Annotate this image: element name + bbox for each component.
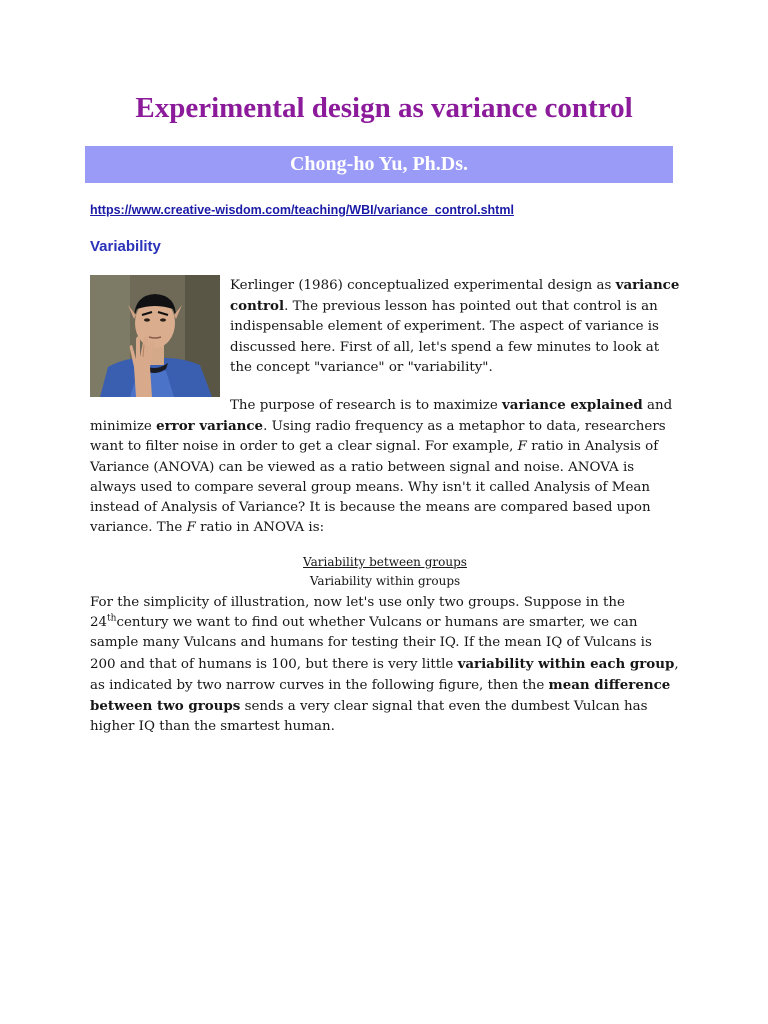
spock-vulcan-salute-photo (90, 275, 220, 397)
superscript-th: th (107, 613, 117, 624)
illustration-paragraph (90, 593, 680, 737)
text-run: ratio in Analysis of Variance (ANOVA) can be viewed as a ratio between signal and noise. ANOVA is always used to compare several group means. Why isn't it called Analysis of Mean instead of Analysis of Variance? It is because the means are compared based upon variance. The (90, 439, 659, 536)
intro-paragraph (230, 275, 680, 378)
bold-term-error-variance: error variance (156, 418, 264, 435)
f-ratio-formula (90, 553, 680, 591)
bold-term-variance-explained: variance explained (502, 397, 643, 413)
fraction-denominator: Variability within groups (309, 574, 461, 588)
text-run: and minimize (90, 398, 673, 435)
bold-term-variability-within-group: variability within each group (457, 655, 675, 672)
text-run: ratio in ANOVA is: (195, 520, 325, 536)
bold-term-mean-difference: mean difference between two groups (90, 676, 671, 715)
italic-f: F (517, 439, 527, 455)
text-run: . Using radio frequency as a metaphor to data, researchers want to filter noise in order to get a clear signal. For example, (90, 419, 666, 455)
text-run: . The previous lesson has pointed out that control is an indispensable element of experiment. The aspect of variance is discussed here. First of all, let's spend a few minutes to look at the concept "variance" or "variability". (230, 299, 660, 375)
source-link[interactable]: https://www.creative-wisdom.com/teaching/WBI/variance_control.shtml (90, 203, 514, 217)
text-run: The purpose of research is to maximize (230, 398, 503, 413)
author-banner (85, 146, 673, 183)
text-run: For the simplicity of illustration, now let's use only two groups. Suppose in the 24 (90, 595, 625, 631)
page-title: Experimental design as variance control (135, 92, 633, 124)
purpose-paragraph (90, 395, 680, 538)
text-run: , as indicated by two narrow curves in the following figure, then the (90, 656, 679, 693)
bold-term-variance-control: variance control (230, 277, 680, 315)
text-run: sends a very clear signal that even the dumbest Vulcan has higher IQ than the smartest human. (90, 699, 648, 735)
italic-f: F (186, 520, 196, 536)
section-heading: Variability (90, 238, 161, 255)
author-name: Chong-ho Yu, Ph.Ds. (289, 153, 469, 175)
text-run: Kerlinger (1986) conceptualized experimental design as (230, 278, 616, 293)
text-run: century we want to find out whether Vulcans or humans are smarter, we can sample many Vulcans and humans for testing their IQ. If the mean IQ of Vulcans is 200 and that of humans is 100, but there is very little (90, 615, 652, 672)
fraction-numerator: Variability between groups (303, 555, 467, 569)
